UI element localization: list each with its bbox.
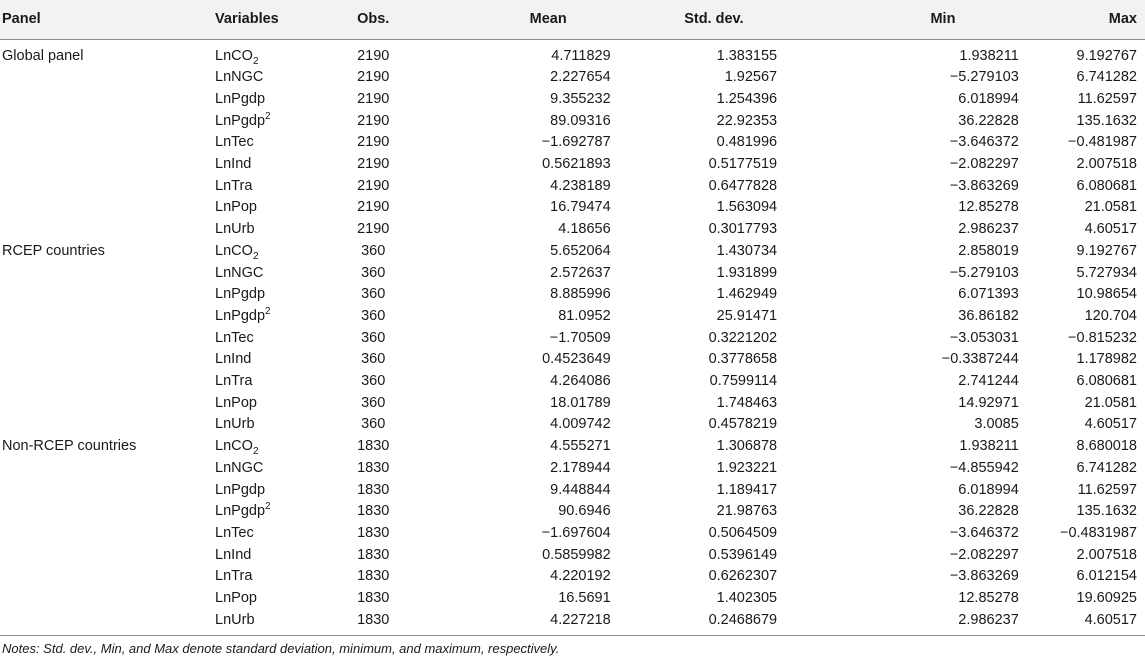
mean-cell: 89.09316 <box>550 112 611 129</box>
table-row <box>0 566 1145 588</box>
mean-cell: −1.697604 <box>541 524 611 541</box>
mean-cell: 81.0952 <box>558 307 611 324</box>
obs-cell: 2190 <box>357 47 390 64</box>
std-dev-cell: 1.383155 <box>716 47 778 64</box>
variable-name: LnPgdp <box>215 112 266 129</box>
panel-cell <box>0 501 215 523</box>
max-cell: 6.741282 <box>1076 69 1137 86</box>
obs-cell: 1830 <box>357 568 390 585</box>
table-row <box>0 393 1145 415</box>
table-row <box>0 501 1145 523</box>
table-notes: Notes: Std. dev., Min, and Max denote standard deviation, minimum, and maximum, respectively. <box>2 641 560 656</box>
panel-cell <box>0 414 215 436</box>
table-row <box>0 436 1145 458</box>
panel-cell <box>0 111 215 133</box>
max-cell: 6.080681 <box>1076 373 1137 390</box>
min-cell: 3.0085 <box>974 416 1019 433</box>
std-dev-cell: 1.748463 <box>716 394 778 411</box>
std-dev-cell: 0.3221202 <box>708 329 778 346</box>
table-row <box>0 371 1145 393</box>
variable-cell <box>215 219 321 241</box>
mean-cell: 90.6946 <box>558 503 611 520</box>
obs-cell: 1830 <box>357 590 390 607</box>
header-variables: Variables <box>215 0 321 39</box>
variable-name: LnTra <box>215 373 253 390</box>
table-row <box>0 219 1145 241</box>
variable-cell <box>215 39 321 67</box>
std-dev-cell: 0.7599114 <box>709 373 778 390</box>
std-dev-cell: 0.2468679 <box>611 610 777 636</box>
max-cell: −0.4831987 <box>1059 524 1137 541</box>
mean-cell: 4.238189 <box>550 177 611 194</box>
table-row <box>0 197 1145 219</box>
max-cell: 5.727934 <box>1076 264 1137 281</box>
table-row <box>0 241 1145 263</box>
variable-cell <box>215 501 321 523</box>
obs-cell: 360 <box>361 373 386 390</box>
max-cell: 4.60517 <box>1084 221 1137 238</box>
panel-cell <box>0 458 215 480</box>
std-dev-cell: 1.563094 <box>716 199 778 216</box>
table-row <box>0 132 1145 154</box>
min-cell: 36.22828 <box>958 112 1019 129</box>
obs-cell: 1830 <box>357 438 390 455</box>
obs-cell: 2190 <box>357 177 390 194</box>
std-dev-cell: 1.923221 <box>716 459 778 476</box>
max-cell: 6.741282 <box>1076 459 1137 476</box>
variable-name: LnInd <box>215 351 252 368</box>
variable-name: LnTec <box>215 524 254 541</box>
variable-name: LnPgdp <box>215 307 266 324</box>
variable-cell <box>215 414 321 436</box>
mean-cell: 4.18656 <box>558 221 611 238</box>
variable-cell <box>215 458 321 480</box>
min-cell: −2.082297 <box>949 156 1019 173</box>
table-row <box>0 89 1145 111</box>
std-dev-cell: 1.189417 <box>716 481 778 498</box>
max-cell: 10.98654 <box>1076 286 1137 303</box>
min-cell: 2.986237 <box>958 221 1019 238</box>
obs-cell: 360 <box>361 394 386 411</box>
variable-cell <box>215 371 321 393</box>
variable-name: LnPgdp <box>215 90 266 107</box>
std-dev-cell: 0.6262307 <box>708 568 778 585</box>
variable-cell <box>215 523 321 545</box>
mean-cell: 4.264086 <box>550 373 611 390</box>
table-row <box>0 610 1145 636</box>
variable-superscript: 2 <box>265 306 271 318</box>
mean-cell: 9.355232 <box>550 90 611 107</box>
panel-cell: Global panel <box>2 47 84 64</box>
min-cell: −2.082297 <box>949 546 1019 563</box>
panel-cell <box>0 219 215 241</box>
variable-name: LnNGC <box>215 459 264 476</box>
min-cell: 36.86182 <box>958 307 1019 324</box>
mean-cell: 0.5621893 <box>542 156 611 173</box>
variable-cell <box>215 566 321 588</box>
min-cell: −4.855942 <box>949 459 1019 476</box>
min-cell: −3.863269 <box>949 568 1019 585</box>
obs-cell: 360 <box>361 264 386 281</box>
max-cell: 9.192767 <box>1076 242 1137 259</box>
variable-name: LnCO <box>215 438 253 455</box>
variable-name: LnPop <box>215 394 257 411</box>
max-cell: 120.704 <box>1084 307 1137 324</box>
std-dev-cell: 1.306878 <box>716 438 778 455</box>
variable-name: LnPop <box>215 590 257 607</box>
obs-cell: 1830 <box>357 481 390 498</box>
variable-cell <box>215 610 321 636</box>
std-dev-cell: 1.254396 <box>716 90 778 107</box>
panel-cell <box>0 89 215 111</box>
header-min: Min <box>777 0 1019 39</box>
table-row <box>0 176 1145 198</box>
variable-name: LnTra <box>215 568 253 585</box>
obs-cell: 2190 <box>357 69 390 86</box>
mean-cell: 2.178944 <box>550 459 611 476</box>
table-row <box>0 349 1145 371</box>
mean-cell: 5.652064 <box>550 242 611 259</box>
panel-cell <box>0 154 215 176</box>
max-cell: 21.0581 <box>1084 199 1137 216</box>
variable-cell <box>215 480 321 502</box>
std-dev-cell: 1.430734 <box>716 242 778 259</box>
table-row <box>0 39 1145 67</box>
std-dev-cell: 0.5064509 <box>708 524 778 541</box>
panel-cell <box>0 306 215 328</box>
std-dev-cell: 0.3778658 <box>708 351 778 368</box>
variable-cell <box>215 284 321 306</box>
table-row <box>0 284 1145 306</box>
panel-cell: RCEP countries <box>2 242 105 259</box>
header-obs: Obs. <box>321 0 426 39</box>
mean-cell: 2.227654 <box>550 69 611 86</box>
obs-cell: 360 <box>361 307 386 324</box>
obs-cell: 2190 <box>357 156 390 173</box>
mean-cell: 8.885996 <box>550 286 611 303</box>
std-dev-cell: 1.462949 <box>716 286 778 303</box>
obs-cell: 360 <box>361 286 386 303</box>
panel-cell <box>0 480 215 502</box>
variable-cell <box>215 306 321 328</box>
max-cell: 4.60517 <box>1019 610 1145 636</box>
min-cell: 2.858019 <box>958 242 1019 259</box>
mean-cell: 4.009742 <box>550 416 611 433</box>
variable-name: LnPgdp <box>215 503 266 520</box>
variable-cell <box>215 349 321 371</box>
panel-cell <box>0 328 215 350</box>
variable-subscript: 2 <box>252 250 259 262</box>
mean-cell: 4.220192 <box>550 568 611 585</box>
variable-name: LnNGC <box>215 69 264 86</box>
variable-cell <box>215 393 321 415</box>
min-cell: −3.646372 <box>949 524 1019 541</box>
variable-name: LnInd <box>215 156 252 173</box>
panel-cell <box>0 176 215 198</box>
header-panel: Panel <box>0 0 215 39</box>
max-cell: 4.60517 <box>1084 416 1137 433</box>
max-cell: 21.0581 <box>1084 394 1137 411</box>
obs-cell: 1830 <box>357 546 390 563</box>
min-cell: 6.018994 <box>958 481 1019 498</box>
panel-cell <box>0 263 215 285</box>
mean-cell: 16.79474 <box>550 199 611 216</box>
mean-cell: −1.692787 <box>541 134 611 151</box>
std-dev-cell: 21.98763 <box>716 503 778 520</box>
variable-name: LnInd <box>215 546 252 563</box>
table-row <box>0 306 1145 328</box>
obs-cell: 360 <box>361 351 386 368</box>
obs-cell: 1830 <box>357 459 390 476</box>
variable-cell <box>215 545 321 567</box>
table-row <box>0 458 1145 480</box>
panel-cell <box>0 284 215 306</box>
table-row <box>0 414 1145 436</box>
header-std-dev: Std. dev. <box>611 0 777 39</box>
min-cell: 2.741244 <box>958 373 1019 390</box>
std-dev-cell: 0.4578219 <box>708 416 778 433</box>
variable-name: LnTec <box>215 329 254 346</box>
max-cell: 1.178982 <box>1076 351 1137 368</box>
panel-cell <box>0 523 215 545</box>
table-row <box>0 67 1145 89</box>
variable-cell <box>215 328 321 350</box>
min-cell: 36.22828 <box>958 503 1019 520</box>
max-cell: 11.62597 <box>1077 481 1137 498</box>
variable-cell <box>215 132 321 154</box>
max-cell: −0.481987 <box>1068 134 1137 151</box>
table-row <box>0 545 1145 567</box>
panel-cell <box>0 545 215 567</box>
variable-superscript: 2 <box>265 501 271 513</box>
obs-cell: 2190 <box>357 90 390 107</box>
std-dev-cell: 1.931899 <box>716 264 778 281</box>
obs-cell: 1830 <box>357 503 390 520</box>
table-row <box>0 328 1145 350</box>
table-row <box>0 588 1145 610</box>
mean-cell: 0.5859982 <box>542 546 611 563</box>
max-cell: 2.007518 <box>1076 546 1137 563</box>
max-cell: 11.62597 <box>1077 90 1137 107</box>
variable-name: LnPgdp <box>215 286 266 303</box>
min-cell: −5.279103 <box>949 264 1019 281</box>
variable-name: LnCO <box>215 47 253 64</box>
obs-cell: 360 <box>361 329 386 346</box>
max-cell: 8.680018 <box>1076 438 1137 455</box>
mean-cell: 2.572637 <box>550 264 611 281</box>
mean-cell: 9.448844 <box>550 481 611 498</box>
variable-subscript: 2 <box>252 446 259 458</box>
variable-name: LnUrb <box>215 611 255 628</box>
obs-cell: 360 <box>361 242 386 259</box>
mean-cell: −1.70509 <box>549 329 611 346</box>
std-dev-cell: 0.5177519 <box>708 156 778 173</box>
variable-cell <box>215 89 321 111</box>
variable-cell <box>215 154 321 176</box>
obs-cell: 2190 <box>357 134 390 151</box>
header-max: Max <box>1019 0 1145 39</box>
variable-name: LnUrb <box>215 416 255 433</box>
min-cell: 2.986237 <box>777 610 1019 636</box>
obs-cell: 360 <box>361 416 386 433</box>
min-cell: 1.938211 <box>959 438 1019 455</box>
variable-cell <box>215 111 321 133</box>
panel-cell <box>0 132 215 154</box>
panel-cell <box>0 566 215 588</box>
std-dev-cell: 0.6477828 <box>708 177 778 194</box>
min-cell: −0.3387244 <box>941 351 1019 368</box>
variable-cell <box>215 263 321 285</box>
variable-cell <box>215 197 321 219</box>
table-row <box>0 263 1145 285</box>
max-cell: −0.815232 <box>1068 329 1137 346</box>
mean-cell: 0.4523649 <box>542 351 611 368</box>
min-cell: −3.053031 <box>949 329 1019 346</box>
obs-cell: 1830 <box>357 524 390 541</box>
min-cell: 1.938211 <box>959 47 1019 64</box>
panel-cell <box>0 67 215 89</box>
variable-cell <box>215 67 321 89</box>
panel-cell <box>0 610 215 636</box>
variable-name: LnCO <box>215 242 253 259</box>
variable-name: LnUrb <box>215 221 255 238</box>
max-cell: 135.1632 <box>1076 503 1137 520</box>
variable-name: LnNGC <box>215 264 264 281</box>
mean-cell: 16.5691 <box>558 590 611 607</box>
variable-cell <box>215 436 321 458</box>
variable-cell <box>215 176 321 198</box>
obs-cell: 2190 <box>357 112 390 129</box>
max-cell: 19.60925 <box>1076 590 1137 607</box>
max-cell: 6.080681 <box>1076 177 1137 194</box>
table-row <box>0 480 1145 502</box>
std-dev-cell: 22.92353 <box>716 112 778 129</box>
variable-name: LnPgdp <box>215 481 266 498</box>
min-cell: 14.92971 <box>958 394 1019 411</box>
variable-name: LnTec <box>215 134 254 151</box>
panel-cell <box>0 371 215 393</box>
max-cell: 9.192767 <box>1076 47 1137 64</box>
obs-cell: 2190 <box>357 221 390 238</box>
variable-name: LnTra <box>215 177 253 194</box>
std-dev-cell: 1.92567 <box>724 69 778 86</box>
min-cell: 6.018994 <box>958 90 1019 107</box>
min-cell: −3.863269 <box>949 177 1019 194</box>
variable-subscript: 2 <box>252 55 259 67</box>
max-cell: 6.012154 <box>1076 568 1137 585</box>
panel-cell <box>0 393 215 415</box>
mean-cell: 4.227218 <box>426 610 611 636</box>
max-cell: 2.007518 <box>1076 156 1137 173</box>
panel-cell <box>0 588 215 610</box>
variable-cell <box>215 241 321 263</box>
variable-name: LnPop <box>215 199 257 216</box>
mean-cell: 4.711829 <box>551 47 611 64</box>
variable-cell <box>215 588 321 610</box>
obs-cell: 1830 <box>321 610 426 636</box>
mean-cell: 4.555271 <box>550 438 611 455</box>
std-dev-cell: 25.91471 <box>716 307 778 324</box>
min-cell: 12.85278 <box>958 590 1019 607</box>
variable-superscript: 2 <box>265 110 271 122</box>
table-row <box>0 523 1145 545</box>
max-cell: 135.1632 <box>1076 112 1137 129</box>
panel-cell <box>0 197 215 219</box>
min-cell: 12.85278 <box>958 199 1019 216</box>
std-dev-cell: 1.402305 <box>716 590 778 607</box>
panel-cell: Non-RCEP countries <box>2 438 137 455</box>
panel-cell <box>0 349 215 371</box>
table-header-row <box>0 0 1145 39</box>
min-cell: −3.646372 <box>949 134 1019 151</box>
std-dev-cell: 0.481996 <box>716 134 778 151</box>
table-row <box>0 154 1145 176</box>
obs-cell: 2190 <box>357 199 390 216</box>
std-dev-cell: 0.3017793 <box>708 221 778 238</box>
table-body <box>0 39 1145 636</box>
mean-cell: 18.01789 <box>550 394 611 411</box>
std-dev-cell: 0.5396149 <box>708 546 778 563</box>
min-cell: 6.071393 <box>958 286 1019 303</box>
header-mean: Mean <box>426 0 611 39</box>
table-row <box>0 111 1145 133</box>
min-cell: −5.279103 <box>949 69 1019 86</box>
